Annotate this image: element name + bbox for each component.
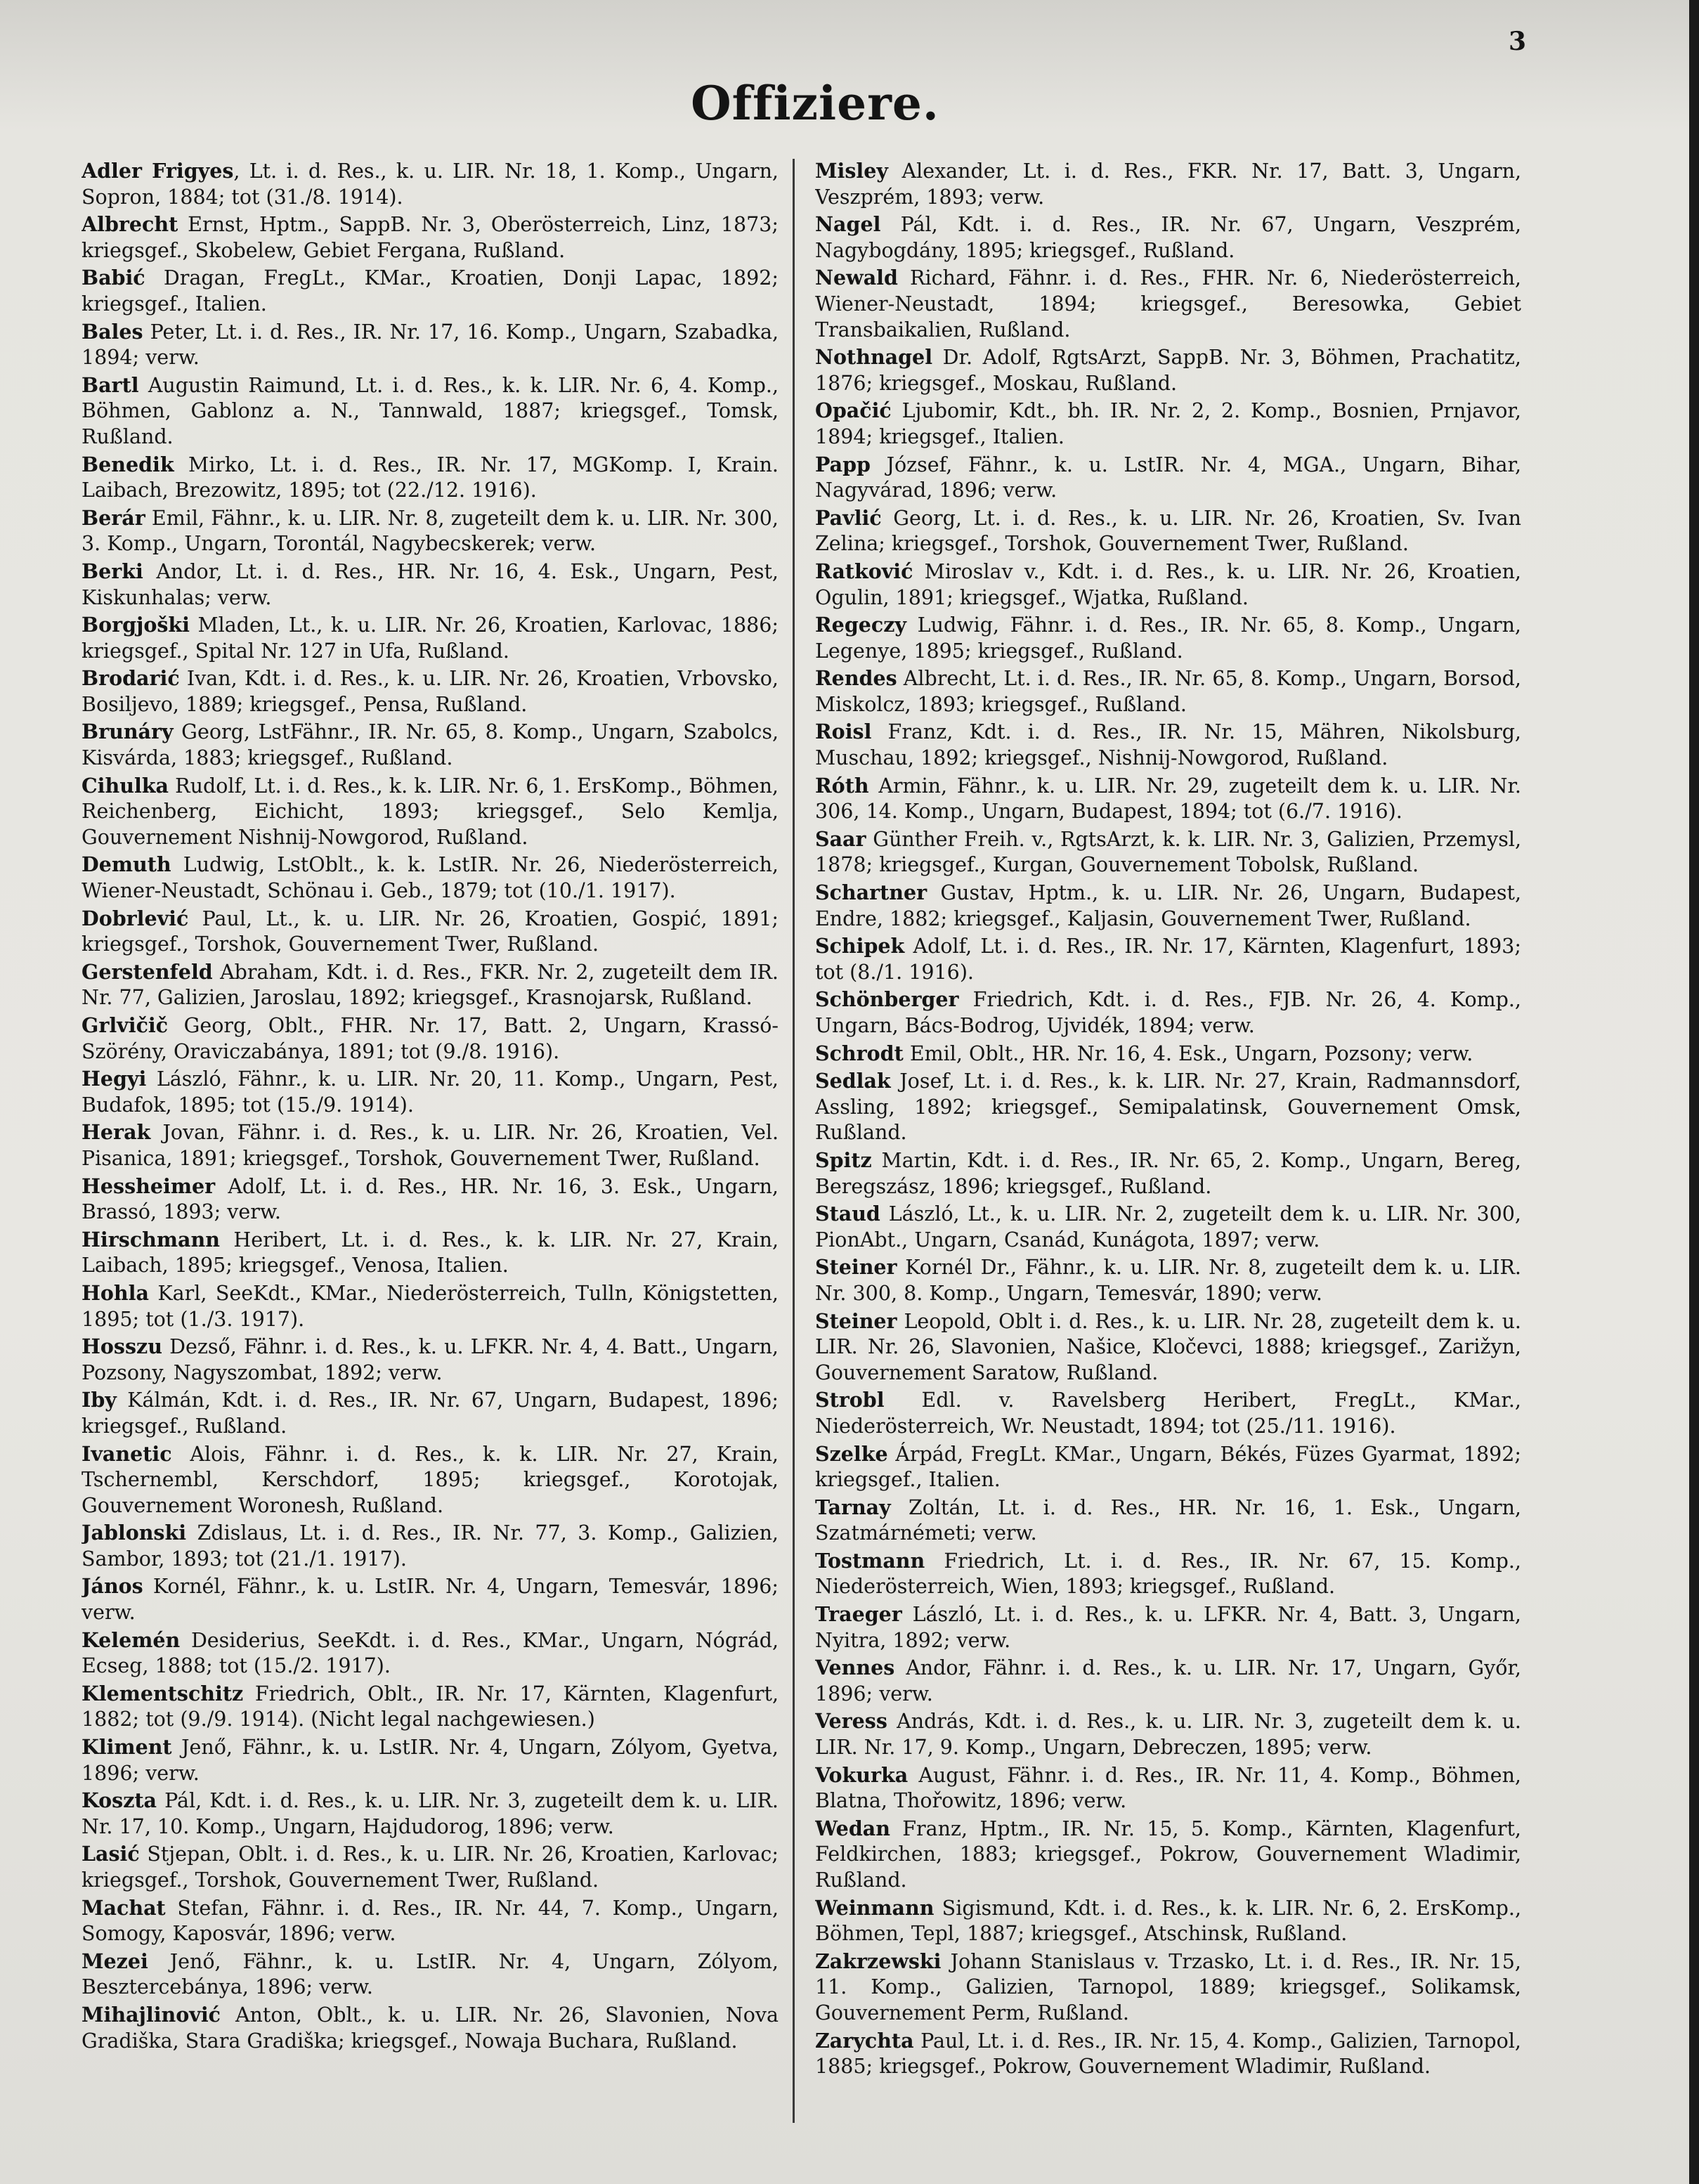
officer-entry bbox=[815, 987, 1521, 1039]
officer-name: Traeger bbox=[815, 1602, 902, 1627]
officer-entry bbox=[815, 1201, 1521, 1253]
officer-entry bbox=[815, 398, 1521, 450]
officer-entry bbox=[815, 559, 1521, 611]
officer-details: Ludwig, LstOblt., k. k. LstIR. Nr. 26, Niederösterreich, Wiener-Neustadt, Schönau i. Geb., 1879; tot (10./1. 1917). bbox=[82, 853, 779, 903]
officer-name: Hessheimer bbox=[82, 1174, 216, 1198]
officer-entry bbox=[815, 505, 1521, 557]
officer-details: Rudolf, Lt. i. d. Res., k. k. LIR. Nr. 6, 1. ErsKomp., Böhmen, Reichenberg, Eichicht, 1893; kriegsgef., Selo Kemlja, Gouvernement Nishnij-Nowgorod, Rußland. bbox=[82, 774, 779, 849]
officer-entry bbox=[82, 1174, 779, 1226]
officer-entry bbox=[82, 1841, 779, 1893]
officer-name: Brunáry bbox=[82, 720, 174, 744]
officer-entry bbox=[815, 665, 1521, 717]
officer-details: Árpád, FregLt. KMar., Ungarn, Békés, Füzes Gyarmat, 1892; kriegsgef., Italien. bbox=[815, 1442, 1521, 1492]
officer-details: Ernst, Hptm., SappB. Nr. 3, Oberösterreich, Linz, 1873; kriegsgef., Skobelew, Gebiet Fergana, Rußland. bbox=[82, 213, 779, 262]
officer-entry bbox=[82, 158, 779, 210]
officer-details: Alois, Fähnr. i. d. Res., k. k. LIR. Nr. 27, Krain, Tschernembl, Kerschdorf, 1895; kriegsgef., Korotojak, Gouvernement Woronesh, Rußland. bbox=[82, 1442, 779, 1517]
officer-details: Kornél Dr., Fähnr., k. u. LIR. Nr. 8, zugeteilt dem k. u. LIR. Nr. 300, 8. Komp., Ungarn, Temesvár, 1890; verw. bbox=[815, 1256, 1521, 1305]
officer-details: August, Fähnr. i. d. Res., IR. Nr. 11, 4. Komp., Böhmen, Blatna, Thořowitz, 1896; verw. bbox=[815, 1763, 1521, 1813]
officer-name: János bbox=[82, 1574, 143, 1599]
officer-name: Bales bbox=[82, 319, 143, 344]
officer-name: Spitz bbox=[815, 1148, 872, 1172]
officer-name: Tostmann bbox=[815, 1548, 925, 1573]
officer-details: Friedrich, Lt. i. d. Res., IR. Nr. 67, 15. Komp., Niederösterreich, Wien, 1893; kriegsgef., Rußland. bbox=[815, 1549, 1521, 1599]
officer-details: Paul, Lt., k. u. LIR. Nr. 26, Kroatien, Gospić, 1891; kriegsgef., Torshok, Gouvernement Twer, Rußland. bbox=[82, 906, 779, 956]
page-number: 3 bbox=[1508, 27, 1526, 56]
officer-entry bbox=[815, 612, 1521, 664]
officer-entry bbox=[815, 344, 1521, 396]
officer-entry bbox=[82, 1119, 779, 1171]
officer-details: Ludwig, Fähnr. i. d. Res., IR. Nr. 65, 8. Komp., Ungarn, Legenye, 1895; kriegsgef., Rußland. bbox=[815, 613, 1521, 663]
officer-name: Iby bbox=[82, 1388, 117, 1412]
officer-entry bbox=[82, 1627, 779, 1679]
officer-name: Vennes bbox=[815, 1656, 895, 1680]
officer-name: Ratković bbox=[815, 559, 913, 583]
officer-name: Weinmann bbox=[815, 1895, 935, 1920]
officer-details: Zoltán, Lt. i. d. Res., HR. Nr. 16, 1. Esk., Ungarn, Szatmárnémeti; verw. bbox=[815, 1495, 1521, 1545]
officer-details: Anton, Oblt., k. u. LIR. Nr. 26, Slavonien, Nova Gradiška, Stara Gradiška; kriegsgef., Nowaja Buchara, Rußland. bbox=[82, 2003, 779, 2053]
officer-name: Papp bbox=[815, 452, 871, 476]
officer-details: Jovan, Fähnr. i. d. Res., k. u. LIR. Nr. 26, Kroatien, Vel. Pisanica, 1891; kriegsgef., Torshok, Gouvernement Twer, Rußland. bbox=[82, 1121, 779, 1170]
officer-entry bbox=[82, 1387, 779, 1439]
officer-details: Andor, Lt. i. d. Res., HR. Nr. 16, 4. Esk., Ungarn, Pest, Kiskunhalas; verw. bbox=[82, 559, 779, 609]
officer-entry bbox=[82, 1895, 779, 1947]
officer-details: Heribert, Lt. i. d. Res., k. k. LIR. Nr. 27, Krain, Laibach, 1895; kriegsgef., Venosa, Italien. bbox=[82, 1228, 779, 1278]
officer-entry bbox=[815, 1148, 1521, 1200]
officer-entry bbox=[815, 265, 1521, 343]
officer-details: Friedrich, Kdt. i. d. Res., FJB. Nr. 26, 4. Komp., Ungarn, Bács-Bodrog, Ujvidék, 1894; verw. bbox=[815, 988, 1521, 1037]
officer-name: Steiner bbox=[815, 1255, 897, 1280]
officer-entry bbox=[815, 1387, 1521, 1439]
officer-entry bbox=[815, 1655, 1521, 1707]
officer-entry bbox=[82, 1734, 779, 1786]
officer-name: Nothnagel bbox=[815, 345, 933, 370]
officer-entry bbox=[82, 1441, 779, 1519]
officer-name: Kelemén bbox=[82, 1627, 181, 1652]
officer-entry bbox=[82, 906, 779, 958]
officer-entry bbox=[815, 1949, 1521, 2027]
officer-details: Kálmán, Kdt. i. d. Res., IR. Nr. 67, Ungarn, Budapest, 1896; kriegsgef., Rußland. bbox=[82, 1389, 779, 1438]
officer-entry bbox=[815, 826, 1521, 878]
officer-name: Strobl bbox=[815, 1388, 885, 1412]
officer-details: Georg, LstFähnr., IR. Nr. 65, 8. Komp., Ungarn, Szabolcs, Kisvárda, 1883; kriegsgef., Rußland. bbox=[82, 720, 779, 770]
officer-details: Dr. Adolf, RgtsArzt, SappB. Nr. 3, Böhmen, Prachatitz, 1876; kriegsgef., Moskau, Rußland. bbox=[815, 346, 1521, 395]
officer-details: Sigismund, Kdt. i. d. Res., k. k. LIR. Nr. 6, 2. ErsKomp., Böhmen, Tepl, 1887; kriegsgef., Atschinsk, Rußland. bbox=[815, 1896, 1521, 1946]
officer-details: Ljubomir, Kdt., bh. IR. Nr. 2, 2. Komp., Bosnien, Prnjavor, 1894; kriegsgef., Italien. bbox=[815, 399, 1521, 448]
officer-name: Lasić bbox=[82, 1842, 140, 1866]
officer-name: Brodarić bbox=[82, 666, 180, 691]
officer-details: Emil, Fähnr., k. u. LIR. Nr. 8, zugeteilt dem k. u. LIR. Nr. 300, 3. Komp., Ungarn, Torontál, Nagybecskerek; verw. bbox=[82, 506, 779, 556]
officer-entry bbox=[82, 1520, 779, 1572]
officer-details: Ivan, Kdt. i. d. Res., k. u. LIR. Nr. 26, Kroatien, Vrbovsko, Bosiljevo, 1889; kriegsgef., Pensa, Rußland. bbox=[82, 667, 779, 716]
officer-entry bbox=[815, 1708, 1521, 1760]
officer-details: Georg, Oblt., FHR. Nr. 17, Batt. 2, Ungarn, Krassó-Szörény, Oraviczabánya, 1891; tot (9./8. 1916). bbox=[82, 1014, 779, 1063]
officer-entry bbox=[815, 880, 1521, 932]
officer-entry bbox=[82, 1227, 779, 1279]
officer-entry bbox=[82, 319, 779, 371]
officer-details: András, Kdt. i. d. Res., k. u. LIR. Nr. 3, zugeteilt dem k. u. LIR. Nr. 17, 9. Komp., Ungarn, Debreczen, 1895; verw. bbox=[815, 1710, 1521, 1760]
officer-name: Róth bbox=[815, 773, 869, 798]
officer-details: Gustav, Hptm., k. u. LIR. Nr. 26, Ungarn, Budapest, Endre, 1882; kriegsgef., Kaljasin, Gouvernement Twer, Rußland. bbox=[815, 881, 1521, 930]
officer-entry bbox=[815, 1495, 1521, 1547]
officer-name: Benedik bbox=[82, 452, 174, 476]
officer-entry bbox=[815, 1441, 1521, 1493]
officer-entry bbox=[815, 158, 1521, 210]
officer-name: Zarychta bbox=[815, 2028, 914, 2053]
officer-name: Cihulka bbox=[82, 773, 169, 798]
officer-entry bbox=[815, 719, 1521, 771]
officer-entry bbox=[82, 1788, 779, 1840]
officer-entry bbox=[815, 1895, 1521, 1947]
officer-entry bbox=[82, 1013, 779, 1065]
officer-name: Adler Frigyes bbox=[82, 159, 234, 183]
officer-entry bbox=[815, 1762, 1521, 1814]
officer-details: Dezső, Fähnr. i. d. Res., k. u. LFKR. Nr. 4, 4. Batt., Ungarn, Pozsony, Nagyszombat, 1892; verw. bbox=[82, 1335, 779, 1384]
officer-entry bbox=[82, 372, 779, 450]
officer-name: Hirschmann bbox=[82, 1227, 220, 1252]
officer-name: Grlvičič bbox=[82, 1013, 169, 1037]
officer-details: Edl. v. Ravelsberg Heribert, FregLt., KMar., Niederösterreich, Wr. Neustadt, 1894; tot (25./11. 1916). bbox=[815, 1389, 1521, 1438]
officer-details: Armin, Fähnr., k. u. LIR. Nr. 29, zugeteilt dem k. u. LIR. Nr. 306, 14. Komp., Ungarn, Budapest, 1894; tot (6./7. 1916). bbox=[815, 774, 1521, 824]
officer-name: Schipek bbox=[815, 934, 905, 958]
officer-name: Machat bbox=[82, 1895, 166, 1920]
officer-details: Desiderius, SeeKdt. i. d. Res., KMar., Ungarn, Nógrád, Ecseg, 1888; tot (15./2. 1917). bbox=[82, 1628, 779, 1678]
officer-name: Roisl bbox=[815, 720, 872, 744]
officer-name: Mihajlinović bbox=[82, 2002, 221, 2027]
officer-name: Pavlić bbox=[815, 505, 882, 530]
officer-name: Kliment bbox=[82, 1735, 172, 1760]
officer-details: Augustin Raimund, Lt. i. d. Res., k. k. LIR. Nr. 6, 4. Komp., Böhmen, Gablonz a. N., Tannwald, 1887; kriegsgef., Tomsk, Rußland. bbox=[82, 373, 779, 448]
officer-name: Misley bbox=[815, 159, 888, 183]
officer-details: Peter, Lt. i. d. Res., IR. Nr. 17, 16. Komp., Ungarn, Szabadka, 1894; verw. bbox=[82, 320, 779, 370]
officer-details: Mladen, Lt., k. u. LIR. Nr. 26, Kroatien, Karlovac, 1886; kriegsgef., Spital Nr. 127 in Ufa, Rußland. bbox=[82, 613, 779, 663]
officer-name: Klementschitz bbox=[82, 1681, 244, 1705]
officer-entry bbox=[82, 1280, 779, 1332]
officer-name: Mezei bbox=[82, 1949, 148, 1973]
officer-entry bbox=[82, 665, 779, 717]
officer-name: Regeczy bbox=[815, 613, 906, 637]
officer-details: Franz, Kdt. i. d. Res., IR. Nr. 15, Mähren, Nikolsburg, Muschau, 1892; kriegsgef., Nishnij-Nowgorod, Rußland. bbox=[815, 720, 1521, 770]
right-column bbox=[815, 158, 1521, 2161]
officer-name: Hegyi bbox=[82, 1067, 147, 1091]
officer-name: Borgjoški bbox=[82, 613, 190, 637]
officer-entry bbox=[815, 1601, 1521, 1653]
officer-name: Vokurka bbox=[815, 1762, 909, 1787]
officer-details: Adolf, Lt. i. d. Res., IR. Nr. 17, Kärnten, Klagenfurt, 1893; tot (8./1. 1916). bbox=[815, 935, 1521, 984]
officer-entry bbox=[82, 1066, 779, 1118]
officer-name: Berki bbox=[82, 559, 143, 583]
officer-details: Günther Freih. v., RgtsArzt, k. k. LIR. Nr. 3, Galizien, Przemysl, 1878; kriegsgef., Kurgan, Gouvernement Tobolsk, Rußland. bbox=[815, 827, 1521, 877]
officer-entry bbox=[82, 612, 779, 664]
officer-entry bbox=[815, 933, 1521, 985]
officer-entry bbox=[82, 1949, 779, 2001]
officer-entry bbox=[82, 1681, 779, 1733]
officer-details: Karl, SeeKdt., KMar., Niederösterreich, Tulln, Königstetten, 1895; tot (1./3. 1917). bbox=[82, 1281, 779, 1331]
officer-details: Paul, Lt. i. d. Res., IR. Nr. 15, 4. Komp., Galizien, Tarnopol, 1885; kriegsgef., Pokrow, Gouvernement Wladimir, Rußland. bbox=[815, 2029, 1521, 2079]
officer-name: Steiner bbox=[815, 1308, 897, 1333]
officer-entry bbox=[815, 1068, 1521, 1146]
officer-details: Kornél, Fähnr., k. u. LstIR. Nr. 4, Ungarn, Temesvár, 1896; verw. bbox=[82, 1575, 779, 1625]
officer-details: Miroslav v., Kdt. i. d. Res., k. u. LIR. Nr. 26, Kroatien, Ogulin, 1891; kriegsgef., Wjatka, Rußland. bbox=[815, 559, 1521, 609]
officer-entry bbox=[815, 1548, 1521, 1600]
officer-details: Abraham, Kdt. i. d. Res., FKR. Nr. 2, zugeteilt dem IR. Nr. 77, Galizien, Jaroslau, 1892; kriegsgef., Krasnojarsk, Rußland. bbox=[82, 960, 779, 1010]
officer-details: Stefan, Fähnr. i. d. Res., IR. Nr. 44, 7. Komp., Ungarn, Somogy, Kaposvár, 1896; verw. bbox=[82, 1896, 779, 1946]
officer-entry bbox=[815, 1308, 1521, 1386]
officer-name: Babić bbox=[82, 266, 145, 290]
officer-entry bbox=[82, 212, 779, 264]
left-column bbox=[82, 158, 779, 2161]
officer-entry bbox=[815, 1816, 1521, 1894]
officer-details: László, Lt., k. u. LIR. Nr. 2, zugeteilt dem k. u. LIR. Nr. 300, PionAbt., Ungarn, Csanád, Kunágota, 1897; verw. bbox=[815, 1202, 1521, 1252]
officer-name: Demuth bbox=[82, 852, 171, 877]
officer-entry bbox=[815, 2028, 1521, 2080]
page-title: Offiziere. bbox=[691, 76, 939, 131]
officer-details: Martin, Kdt. i. d. Res., IR. Nr. 65, 2. Komp., Ungarn, Bereg, Beregszász, 1896; kriegsgef., Rußland. bbox=[815, 1148, 1521, 1198]
officer-details: Leopold, Oblt i. d. Res., k. u. LIR. Nr. 28, zugeteilt dem k. u. LIR. Nr. 26, Slavonien, Našice, Kločevci, 1888; kriegsgef., Zarižyn, Gouvernement Saratow, Rußland. bbox=[815, 1309, 1521, 1384]
officer-details: Stjepan, Oblt. i. d. Res., k. u. LIR. Nr. 26, Kroatien, Karlovac; kriegsgef., Torshok, Gouvernement Twer, Rußland. bbox=[82, 1842, 779, 1892]
officer-name: Newald bbox=[815, 266, 898, 290]
officer-entry bbox=[82, 505, 779, 557]
officer-entry bbox=[82, 2002, 779, 2054]
column-divider bbox=[793, 159, 795, 2123]
officer-details: László, Fähnr., k. u. LIR. Nr. 20, 11. Komp., Ungarn, Pest, Budafok, 1895; tot (15./9. 1914). bbox=[82, 1067, 779, 1117]
officer-name: Schönberger bbox=[815, 987, 959, 1012]
officer-entry bbox=[815, 452, 1521, 504]
officer-details: Alexander, Lt. i. d. Res., FKR. Nr. 17, Batt. 3, Ungarn, Veszprém, 1893; verw. bbox=[815, 160, 1521, 209]
officer-entry bbox=[815, 212, 1521, 264]
officer-details: Albrecht, Lt. i. d. Res., IR. Nr. 65, 8. Komp., Ungarn, Borsod, Miskolcz, 1893; kriegsgef., Rußland. bbox=[815, 667, 1521, 716]
officer-details: Friedrich, Oblt., IR. Nr. 17, Kärnten, Klagenfurt, 1882; tot (9./9. 1914). (Nicht legal nachgewiesen.) bbox=[82, 1682, 779, 1731]
officer-details: Pál, Kdt. i. d. Res., IR. Nr. 67, Ungarn, Veszprém, Nagybogdány, 1895; kriegsgef., Rußland. bbox=[815, 213, 1521, 262]
officer-entry bbox=[82, 265, 779, 317]
officer-details: Emil, Oblt., HR. Nr. 16, 4. Esk., Ungarn, Pozsony; verw. bbox=[903, 1041, 1473, 1065]
officer-details: Josef, Lt. i. d. Res., k. k. LIR. Nr. 27, Krain, Radmannsdorf, Assling, 1892; kriegsgef., Semipalatinsk, Gouvernement Omsk, Rußland. bbox=[815, 1070, 1521, 1145]
officer-name: Opačić bbox=[815, 398, 892, 423]
officer-entry bbox=[82, 559, 779, 611]
scan-edge bbox=[1689, 0, 1699, 2184]
officer-name: Schartner bbox=[815, 880, 927, 905]
officer-details: Mirko, Lt. i. d. Res., IR. Nr. 17, MGKomp. I, Krain. Laibach, Brezowitz, 1895; tot (22./12. 1916). bbox=[82, 453, 779, 502]
officer-name: Ivanetic bbox=[82, 1441, 172, 1466]
officer-name: Veress bbox=[815, 1709, 887, 1734]
officer-details: Andor, Fähnr. i. d. Res., k. u. LIR. Nr. 17, Ungarn, Győr, 1896; verw. bbox=[815, 1656, 1521, 1705]
officer-name: Rendes bbox=[815, 666, 897, 691]
officer-details: Dragan, FregLt., KMar., Kroatien, Donji Lapac, 1892; kriegsgef., Italien. bbox=[82, 266, 779, 316]
officer-details: Adolf, Lt. i. d. Res., HR. Nr. 16, 3. Esk., Ungarn, Brassó, 1893; verw. bbox=[82, 1174, 779, 1224]
officer-entry bbox=[815, 773, 1521, 825]
officer-details: Georg, Lt. i. d. Res., k. u. LIR. Nr. 26, Kroatien, Sv. Ivan Zelina; kriegsgef., Torshok, Gouvernement Twer, Rußland. bbox=[815, 506, 1521, 556]
officer-details: József, Fähnr., k. u. LstIR. Nr. 4, MGA., Ungarn, Bihar, Nagyvárad, 1896; verw. bbox=[815, 453, 1521, 502]
officer-entry bbox=[82, 452, 779, 504]
officer-name: Hohla bbox=[82, 1280, 149, 1305]
officer-name: Herak bbox=[82, 1120, 151, 1145]
officer-name: Staud bbox=[815, 1202, 880, 1226]
officer-entry bbox=[815, 1041, 1521, 1067]
officer-name: Sedlak bbox=[815, 1069, 891, 1093]
officer-details: , Lt. i. d. Res., k. u. LIR. Nr. 18, 1. Komp., Ungarn, Sopron, 1884; tot (31./8. 1914). bbox=[82, 160, 779, 209]
officer-name: Dobrlević bbox=[82, 906, 189, 930]
officer-details: Jenő, Fähnr., k. u. LstIR. Nr. 4, Ungarn, Zólyom, Gyetva, 1896; verw. bbox=[82, 1736, 779, 1785]
officer-name: Schrodt bbox=[815, 1041, 904, 1065]
officer-name: Saar bbox=[815, 826, 866, 851]
officer-name: Berár bbox=[82, 505, 145, 530]
officer-name: Wedan bbox=[815, 1816, 890, 1840]
officer-name: Albrecht bbox=[82, 212, 178, 237]
officer-name: Koszta bbox=[82, 1788, 157, 1813]
officer-name: Tarnay bbox=[815, 1495, 891, 1519]
officer-name: Bartl bbox=[82, 372, 139, 397]
officer-details: Pál, Kdt. i. d. Res., k. u. LIR. Nr. 3, zugeteilt dem k. u. LIR. Nr. 17, 10. Komp., Ungarn, Hajdudorog, 1896; verw. bbox=[82, 1789, 779, 1838]
officer-entry bbox=[82, 852, 779, 904]
officer-details: Franz, Hptm., IR. Nr. 15, 5. Komp., Kärnten, Klagenfurt, Feldkirchen, 1883; kriegsgef., Pokrow, Gouvernement Wladimir, Rußland. bbox=[815, 1816, 1521, 1892]
officer-entry bbox=[82, 773, 779, 851]
officer-entry bbox=[82, 1573, 779, 1625]
officer-name: Szelke bbox=[815, 1441, 888, 1466]
officer-details: Zdislaus, Lt. i. d. Res., IR. Nr. 77, 3. Komp., Galizien, Sambor, 1893; tot (21./1. 1917). bbox=[82, 1521, 779, 1571]
officer-entry bbox=[82, 1334, 779, 1386]
officer-entry bbox=[815, 1254, 1521, 1306]
officer-details: Jenő, Fähnr., k. u. LstIR. Nr. 4, Ungarn, Zólyom, Besztercebánya, 1896; verw. bbox=[82, 1949, 779, 1999]
officer-name: Jablonski bbox=[82, 1521, 187, 1545]
officer-name: Hosszu bbox=[82, 1334, 162, 1359]
officer-details: László, Lt. i. d. Res., k. u. LFKR. Nr. 4, Batt. 3, Ungarn, Nyitra, 1892; verw. bbox=[815, 1603, 1521, 1652]
officer-details: Richard, Fähnr. i. d. Res., FHR. Nr. 6, Niederösterreich, Wiener-Neustadt, 1894; kriegsgef., Beresowka, Gebiet Transbaikalien, Rußland. bbox=[815, 266, 1521, 342]
officer-name: Nagel bbox=[815, 212, 881, 237]
officer-entry bbox=[82, 719, 779, 771]
officer-entry bbox=[82, 959, 779, 1011]
officer-name: Gerstenfeld bbox=[82, 959, 213, 984]
officer-name: Zakrzewski bbox=[815, 1949, 942, 1973]
officer-details: Johann Stanislaus v. Trzasko, Lt. i. d. Res., IR. Nr. 15, 11. Komp., Galizien, Tarnopol, 1889; kriegsgef., Solikamsk, Gouvernement Perm, Rußland. bbox=[815, 1949, 1521, 2024]
